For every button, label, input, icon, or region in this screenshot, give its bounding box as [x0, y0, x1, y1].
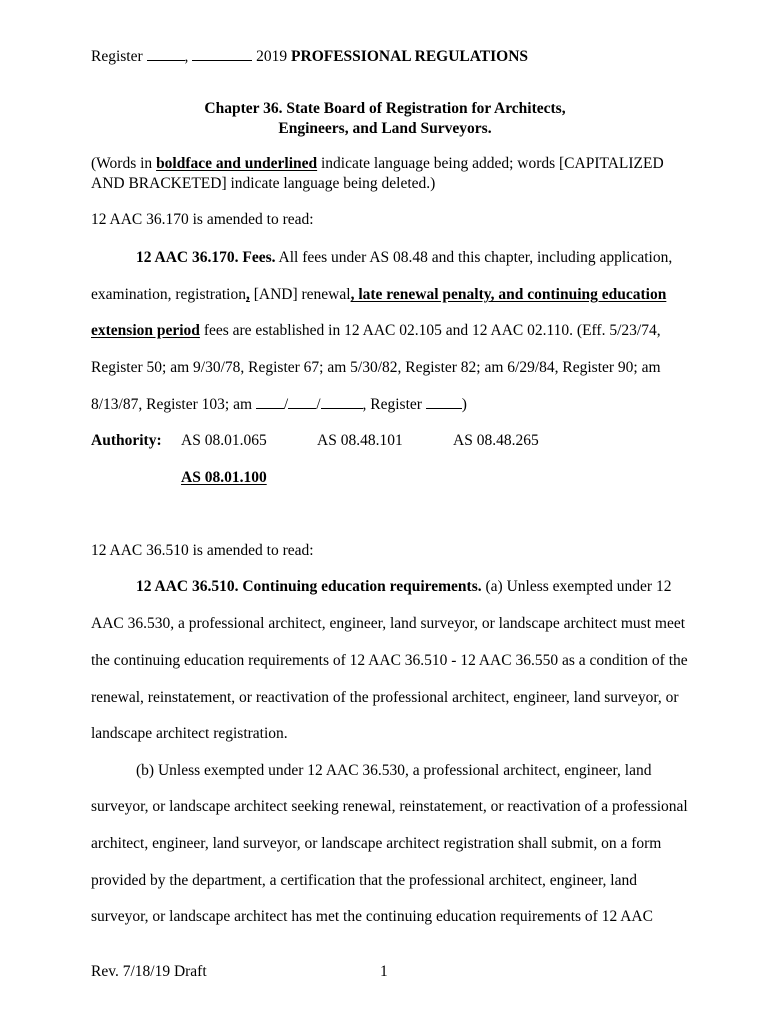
- year-blank: [321, 407, 363, 409]
- sec510-line5: landscape architect registration.: [91, 725, 288, 742]
- sec170-intro: 12 AAC 36.170 is amended to read:: [91, 211, 314, 228]
- sec170-line4: Register 50; am 9/30/78, Register 67; am 5/30/82, Register 82; am 6/29/84, Register 90; am: [91, 359, 661, 376]
- authority-citation: AS 08.48.101: [317, 432, 403, 449]
- page-header: [91, 48, 528, 66]
- sec170-heading: 12 AAC 36.170. Fees.: [136, 249, 276, 266]
- slash: /: [283, 396, 289, 413]
- sec510-line4: renewal, reinstatement, or reactivation of the professional architect, engineer, land surveyor, or: [91, 689, 679, 706]
- note-example-added: boldface and underlined: [156, 155, 318, 172]
- month-blank: [256, 407, 284, 409]
- note-line2: AND BRACKETED] indicate language being deleted.): [91, 175, 436, 192]
- added-text: , late renewal penalty, and continuing education: [350, 286, 667, 303]
- sec510-b-line3: architect, engineer, land surveyor, or landscape architect registration shall submit, on a form: [91, 835, 662, 852]
- sec510-b-line1: (b) Unless exempted under 12 AAC 36.530, a professional architect, engineer, land: [136, 762, 652, 779]
- register-blank: [147, 59, 185, 61]
- authority-citation: AS 08.48.265: [453, 432, 539, 449]
- sec170-text: fees are established in 12 AAC 02.105 and 12 AAC 02.110. (Eff. 5/23/74,: [199, 322, 661, 339]
- date-blank: [192, 59, 252, 61]
- added-text: extension period: [91, 322, 200, 339]
- sec170-line2: [91, 286, 666, 304]
- note-text: indicate language being added; words [CAPITALIZED: [317, 155, 664, 172]
- sec510-b-line2: surveyor, or landscape architect seeking renewal, reinstatement, or reactivation of a professional: [91, 798, 688, 815]
- day-blank: [288, 407, 316, 409]
- sec510-line2: AAC 36.530, a professional architect, engineer, land surveyor, or landscape architect must meet: [91, 615, 686, 632]
- sec170-text: ): [461, 396, 467, 413]
- sec170-line1: [136, 249, 672, 267]
- note-line1: [91, 155, 664, 173]
- header-year: 2019: [256, 48, 288, 65]
- sec170-line3: [91, 322, 661, 340]
- sec170-text: , Register: [362, 396, 426, 413]
- authority-citation: AS 08.01.065: [181, 432, 267, 449]
- register-number-blank: [426, 407, 462, 409]
- sec510-heading: 12 AAC 36.510. Continuing education requirements.: [136, 578, 482, 595]
- added-comma: ,: [245, 286, 250, 303]
- sec170-text: [AND] renewal: [249, 286, 351, 303]
- chapter-title-line1: Chapter 36. State Board of Registration for Architects,: [204, 100, 566, 117]
- header-comma: ,: [184, 48, 189, 65]
- register-label: Register: [91, 48, 143, 65]
- header-title: PROFESSIONAL REGULATIONS: [291, 48, 529, 65]
- sec510-line1: [136, 578, 671, 596]
- sec510-b-line5: surveyor, or landscape architect has met the continuing education requirements of 12 AAC: [91, 908, 653, 925]
- page-number: 1: [380, 963, 388, 980]
- sec170-text: 8/13/87, Register 103; am: [91, 396, 256, 413]
- slash: /: [316, 396, 321, 413]
- sec170-text: examination, registration: [91, 286, 246, 303]
- revision-note: Rev. 7/18/19 Draft: [91, 963, 207, 980]
- sec510-line3: the continuing education requirements of 12 AAC 36.510 - 12 AAC 36.550 as a condition of the: [91, 652, 688, 669]
- sec510-b-line4: provided by the department, a certification that the professional architect, engineer, land: [91, 872, 637, 889]
- sec170-line5: [91, 396, 467, 414]
- chapter-title-line2: Engineers, and Land Surveyors.: [278, 120, 492, 137]
- sec510-text: (a) Unless exempted under 12: [481, 578, 672, 595]
- note-text: (Words in: [91, 155, 157, 172]
- sec510-intro: 12 AAC 36.510 is amended to read:: [91, 542, 314, 559]
- authority-citation-added: AS 08.01.100: [181, 469, 267, 486]
- authority-label: Authority:: [91, 432, 162, 449]
- sec170-text: All fees under AS 08.48 and this chapter, including application,: [275, 249, 673, 266]
